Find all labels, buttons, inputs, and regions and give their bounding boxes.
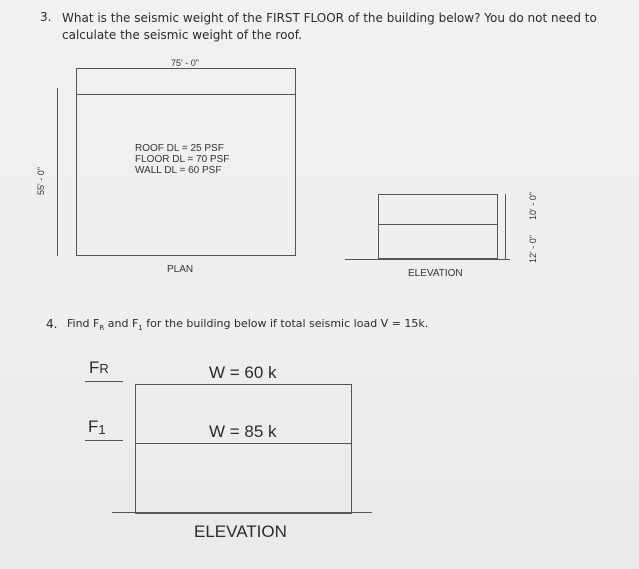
force-roof-sub: R [99,361,109,376]
plan-depth-dimension-line [57,88,58,256]
question-4-text-part2: and F [104,317,139,330]
roof-weight: W = 60 k [209,363,277,382]
roof-dead-load: ROOF DL = 25 PSF [135,143,224,154]
elevation-1-label: ELEVATION [408,268,463,279]
question-3-text-line2: calculate the seismic weight of the roof. [62,28,302,42]
question-4-text-part1: Find F [67,317,100,330]
question-4-sub-1: 1 [138,324,143,333]
elevation-2-label: ELEVATION [194,522,287,541]
elevation-1-building [378,194,498,259]
force-first-floor-sub: 1 [98,422,106,437]
force-roof-arrow [85,381,123,382]
force-roof-letter: F [89,358,100,377]
elevation-1-ground-line [345,259,510,260]
plan-width-dimension: 75' - 0" [171,58,199,68]
elevation-2-building [135,384,352,514]
force-first-floor-arrow [85,440,123,441]
plan-depth-dimension: 55' - 0" [36,167,46,195]
elevation-1-right-line [505,194,506,259]
floor-dead-load: FLOOR DL = 70 PSF [135,154,230,165]
elevation-2-floor-line [135,443,352,444]
question-3-number: 3. [40,10,52,24]
force-first-floor-letter: F [88,417,99,436]
question-4-text-part3: for the building below if total seismic load V = 15k. [142,317,429,330]
elevation-1-floor-line [378,224,498,225]
force-first-floor-label [88,417,106,437]
wall-dead-load: WALL DL = 60 PSF [135,165,222,176]
plan-label: PLAN [167,264,194,275]
question-3-text-line1: What is the seismic weight of the FIRST FLOOR of the building below? You do not need to [62,11,597,25]
elevation-2-ground-line [112,512,372,513]
plan-top-strip [76,68,296,95]
elevation-1-upper-dimension: 10' - 0" [528,192,538,220]
floor-weight: W = 85 k [209,422,277,441]
question-4-number: 4. [46,317,58,331]
question-4-text [67,317,428,332]
question-4-sub-r: R [99,324,105,333]
force-roof-label [89,358,109,378]
elevation-1-lower-dimension: 12' - 0" [528,235,538,263]
